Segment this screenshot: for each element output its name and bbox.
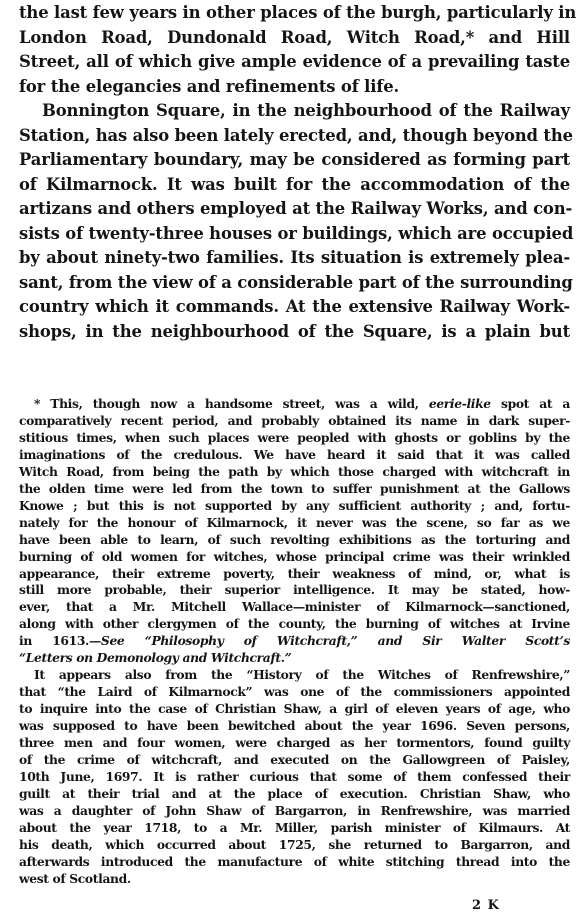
footnote-line: guilt at their trial and at the place of execution. Christian Shaw, who [19,785,570,801]
footnote-line [19,633,570,650]
footnote-line: appearance, their extreme poverty, their weakness of mind, or, what is [19,565,570,581]
footnote-line: imaginations of the credulous. We have heard it said that it was called [19,446,570,462]
text-line: shops, in the neighbourhood of the Square, is a plain but [19,321,570,341]
text-line: London Road, Dundonald Road, Witch Road,* and Hill [19,27,570,47]
footnote-citation: —See “Philosophy of Witchcraft,” and Sir Walter Scott’s [88,633,570,649]
footnote-line: three men and four women, were charged as her tormentors, found guilty [19,735,570,751]
footnote-line: the olden time were led from the town to suffer punishment at the Gallows [19,480,570,496]
footnote-line [19,650,570,667]
text-line: artizans and others employed at the Railway Works, and con- [19,199,573,218]
text-line: Station, has also been lately erected, and, though beyond the [19,125,573,145]
paragraph-bonnington-square [19,99,574,344]
footnote-line: was a daughter of John Shaw of Bargarron, in Renfrewshire, was married [19,802,570,818]
text-line: for the elegancies and refinements of life. [19,76,400,96]
footnote-line: have been able to learn, of such revolting exhibitions as the torturing and [19,531,570,547]
footnote-line: to inquire into the case of Christian Shaw, a girl of eleven years of age, who [19,701,570,717]
footnote-line: was supposed to have been bewitched about the year 1696. Seven persons, [19,718,570,734]
footnote-line: his death, which occurred about 1725, she returned to Bargarron, and [19,836,570,852]
footnote-text: in 1613. [19,633,89,649]
footnote-line: west of Scotland. [19,870,131,886]
footnote-line: stitious times, when such places were peopled with ghosts or goblins by the [19,429,570,445]
text-line: Parliamentary boundary, may be considered as forming part [19,150,570,169]
text-line: Street, all of which give ample evidence of a prevailing taste [19,52,570,71]
printer-signature-mark: 2 K [472,898,500,913]
text-line: sists of twenty-three houses or buildings, which are occupied [19,223,574,243]
footnote-line: nately for the honour of Kilmarnock, it never was the scene, so far as we [19,514,570,530]
footnote-line: It appears also from the “History of the Witches of Renfrewshire,” [34,667,570,683]
footnote-line: of the crime of witchcraft, and executed on the Gallowgreen of Paisley, [19,752,570,768]
footnote-citation: “Letters on Demonology and Witchcraft.” [19,650,292,666]
footnote-line: that “the Laird of Kilmarnock” was one of the commissioners appointed [19,684,570,700]
text-line: of Kilmarnock. It was built for the accommodation of the [19,174,570,194]
footnote-line: burning of old women for witches, whose principal crime was their wrinkled [19,548,570,564]
footnote-line: about the year 1718, to a Mr. Miller, parish minister of Kilmaurs. At [19,819,570,835]
footnote-line: Knowe ; but this is not supported by any sufficient authority ; and, fortu- [19,497,570,513]
footnotes [19,396,570,888]
footnote-emphasis: eerie-like [428,396,491,411]
footnote-line: still more probable, their superior intelligence. It may be stated, how- [19,582,570,598]
footnote-line: afterwards introduced the manufacture of white stitching thread into the [19,853,570,869]
text-line: by about ninety-two families. Its situation is extremely plea- [19,248,570,267]
footnote-line: 10th June, 1697. It is rather curious that some of them confessed their [19,768,570,784]
text-line: the last few years in other places of the burgh, particularly in [19,3,577,22]
footnote-witch-road [19,396,570,667]
footnote-text: * This, though now a handsome street, was a wild, [34,396,429,411]
paragraph-continued [19,1,577,99]
footnote-line: along with other clergymen of the county, the burning of witches at Irvine [19,616,570,632]
text-line: sant, from the view of a considerable part of the surrounding [19,272,573,292]
footnote-christian-shaw [19,667,570,887]
text-line: Bonnington Square, in the neighbourhood of the Railway [42,101,570,120]
footnote-line [19,396,570,413]
text-line: country which it commands. At the extensive Railway Work- [19,297,570,316]
footnote-line: Witch Road, from being the path by which those charged with witchcraft in [19,463,570,479]
footnote-line: ever, that a Mr. Mitchell Wallace—minister of Kilmarnock—sanctioned, [19,599,570,615]
body-text [19,1,577,344]
footnote-line: comparatively recent period, and probably obtained its name in dark super- [19,412,570,428]
footnote-text: spot at a [490,396,570,411]
